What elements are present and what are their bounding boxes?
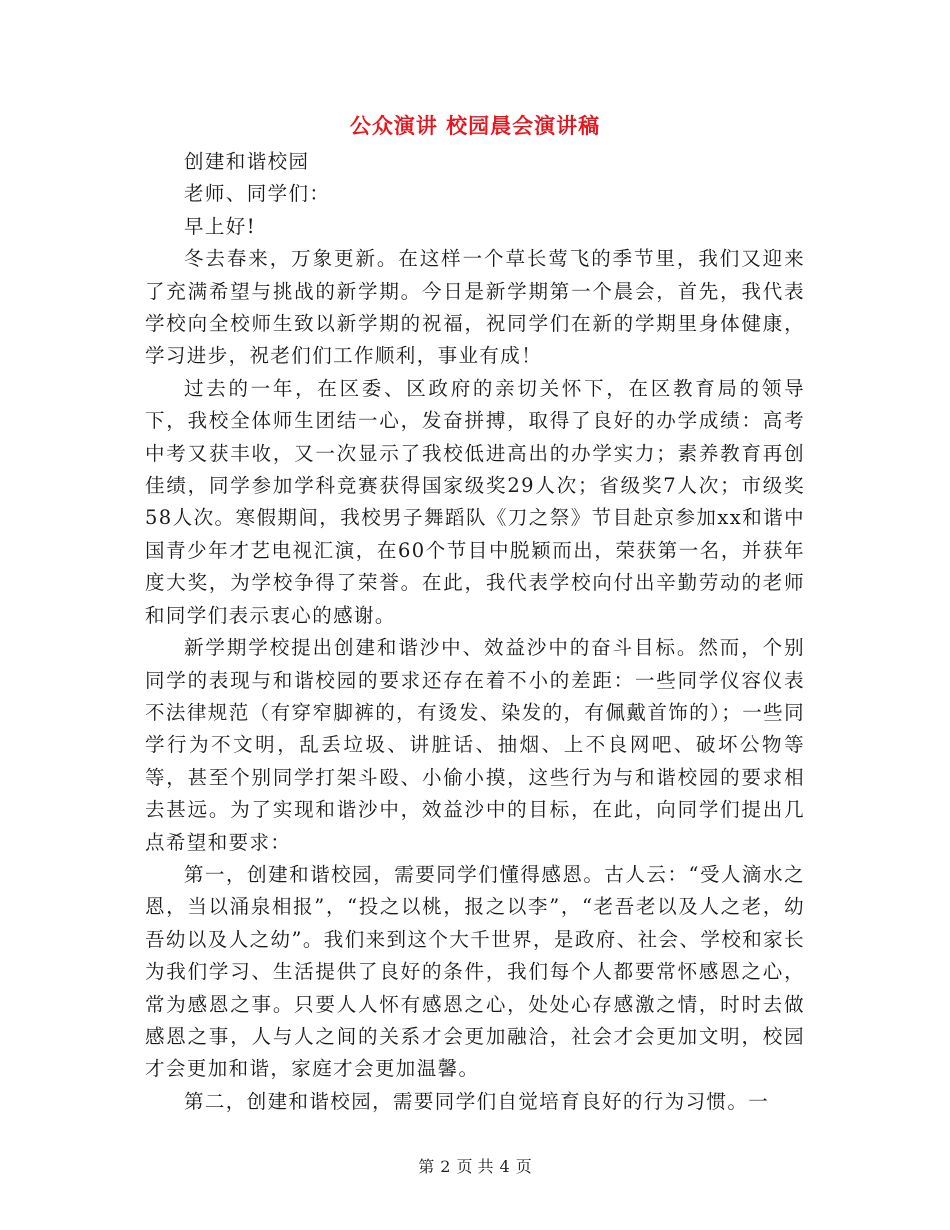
paragraph-achievements: 过去的一年，在区委、区政府的亲切关怀下，在区教育局的领导下，我校全体师生团结一心，发奋拼搏，取得了良好的办学成绩：高考中考又获丰收，又一次显示了我校低进高出的办学实力；素养教育再创佳绩，同学参加学科竞赛获得国家级奖29人次；省级奖7人次；市级奖58人次。寒假期间，我校男子舞蹈队《刀之祭》节目赴京参加xx和谐中国青少年才艺电视汇演，在60个节目中脱颖而出，荣获第一名，并获年度大奖，为学校争得了荣誉。在此，我代表学校向付出辛勤劳动的老师和同学们表示衷心的感谢。 [145,376,805,627]
footer-suffix: 页 [515,1157,532,1176]
paragraph-goals: 新学期学校提出创建和谐沙中、效益沙中的奋斗目标。然而，个别同学的表现与和谐校园的要求还存在着不小的差距：一些同学仪容仪表不法律规范（有穿窄脚裤的，有烫发、染发的，有佩戴首饰的）；一些同学行为不文明，乱丢垃圾、讲脏话、抽烟、上不良网吧、破坏公物等等，甚至个别同学打架斗殴、小偷小摸，这些行为与和谐校园的要求相去甚远。为了实现和谐沙中，效益沙中的目标，在此，向同学们提出几点希望和要求： [145,636,805,854]
footer-prefix: 第 [418,1157,435,1176]
footer-middle: 页 共 [456,1157,494,1176]
salutation: 老师、同学们： [184,182,331,206]
document-body [145,146,805,1118]
footer-page-number: 2 [440,1157,451,1176]
document-title: 公众演讲 校园晨会演讲稿 [349,114,601,138]
paragraph-habits: 第二，创建和谐校园，需要同学们自觉培育良好的行为习惯。一 [184,1089,770,1113]
speech-heading: 创建和谐校园 [184,150,310,173]
paragraph-gratitude: 第一，创建和谐校园，需要同学们懂得感恩。古人云：“受人滴水之恩，当以涌泉相报”，“投之以桃，报之以李”，“老吾老以及人之老，幼吾幼以及人之幼”。我们来到这个大千世界，是政府、社会、学校和家长为我们学习、生活提供了良好的条件，我们每个人都要常怀感恩之心，常为感恩之事。只要人人怀有感恩之心，处处心存感激之情，时时去做感恩之事，人与人之间的关系才会更加融洽，社会才会更加文明，校园才会更加和谐，家庭才会更加温馨。 [145,862,805,1081]
footer-total-pages: 4 [499,1157,510,1176]
page-footer [0,1154,950,1177]
paragraph-new-term: 冬去春来，万象更新。在这样一个草长莺飞的季节里，我们又迎来了充满希望与挑战的新学期。今日是新学期第一个晨会，首先，我代表学校向全校师生致以新学期的祝福，祝同学们在新的学期里身体健康，学习进步，祝老们们工作顺利，事业有成！ [145,247,805,368]
greeting: 早上好! [184,214,256,238]
